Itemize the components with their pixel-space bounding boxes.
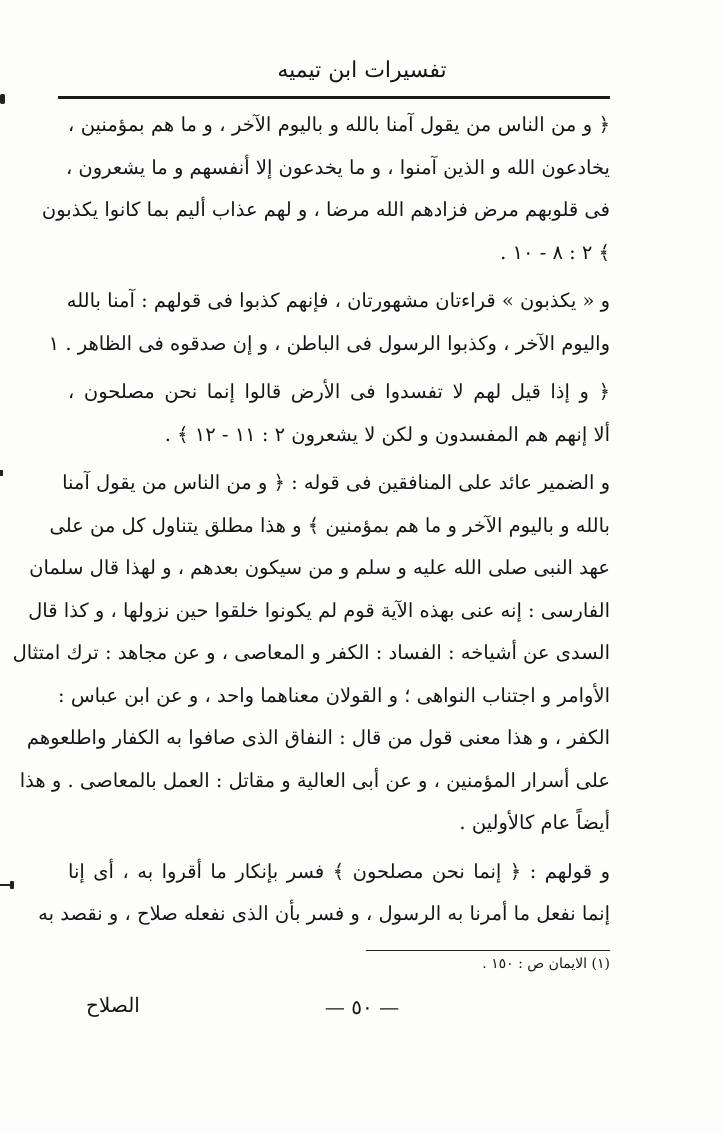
text-line: واليوم الآخر ، وكذبوا الرسول فى الباطن ، و إن صدقوه فى الظاهر . ١ <box>48 331 610 355</box>
text-line: و « يكذبون » قراءتان مشهورتان ، فإنهم كذبوا فى قولهم : آمنا بالله <box>66 289 610 312</box>
text-line: ألا إنهم هم المفسدون و لكن لا يشعرون ٢ : ١١ - ١٢ ﴾ . <box>164 422 610 446</box>
body-text <box>12 104 610 936</box>
text-line: ﴾ ٢ : ٨ - ١٠ . <box>500 240 610 264</box>
margin-ink-mark <box>10 881 14 889</box>
footnote: (١) الايمان ص : ١٥٠ . <box>482 956 610 972</box>
text-line: السدى عن أشياخه : الفساد : الكفر و المعاصى ، و عن مجاهد : ترك امتثال <box>12 641 610 664</box>
footnote-rule <box>366 950 610 951</box>
running-head: تفسيرات ابن تيميه <box>277 58 447 83</box>
text-line: عهد النبى صلى الله عليه و سلم و من سيكون بعدهم ، و لهذا قال سلمان <box>29 556 610 579</box>
text-line: و الضمير عائد على المنافقين فى قوله : ﴿ و من الناس من يقول آمنا <box>62 471 610 494</box>
text-line: ﴿ و إذا قيل لهم لا تفسدوا فى الأرض قالوا إنما نحن مصلحون ، <box>68 380 610 403</box>
text-line: أيضاً عام كالأولين . <box>459 811 610 834</box>
margin-ink-mark <box>0 94 5 104</box>
catchword: الصلاح <box>86 993 140 1017</box>
text-line: الفارسى : إنه عنى بهذه الآية قوم لم يكونوا خلقوا حين نزولها ، و كذا قال <box>28 598 610 622</box>
text-line: الكفر ، و هذا معنى قول من قال : النفاق الذى صافوا به الكفار واطلعوهم <box>26 726 610 749</box>
page-number: — ٥٠ — <box>324 995 400 1019</box>
text-line: ﴿ و من الناس من يقول آمنا بالله و باليوم الآخر ، و ما هم بمؤمنين ، <box>68 113 610 136</box>
text-line: بالله و باليوم الآخر و ما هم بمؤمنين ﴾ و هذا مطلق يتناول كل من على <box>49 513 610 537</box>
text-line: يخادعون الله و الذين آمنوا ، و ما يخدعون إلا أنفسهم و ما يشعرون ، <box>65 155 610 179</box>
text-line: الأوامر و اجتناب النواهى ؛ و القولان معناهما واحد ، و عن ابن عباس : <box>58 683 610 707</box>
text-line: و قولهم : ﴿ إنما نحن مصلحون ﴾ فسر بإنكار ما أقروا به ، أى إنا <box>68 859 610 883</box>
text-line: إنما نفعل ما أمرنا به الرسول ، و فسر بأن الذى نفعله صلاح ، و نقصد به <box>38 902 610 925</box>
text-line: فى قلوبهم مرض فزادهم الله مرضا ، و لهم عذاب أليم بما كانوا يكذبون <box>41 198 610 221</box>
margin-ink-mark <box>0 470 3 476</box>
text-line: على أسرار المؤمنين ، و عن أبى العالية و مقاتل : العمل بالمعاصى . و هذا <box>19 768 610 792</box>
header-rule <box>58 96 610 99</box>
